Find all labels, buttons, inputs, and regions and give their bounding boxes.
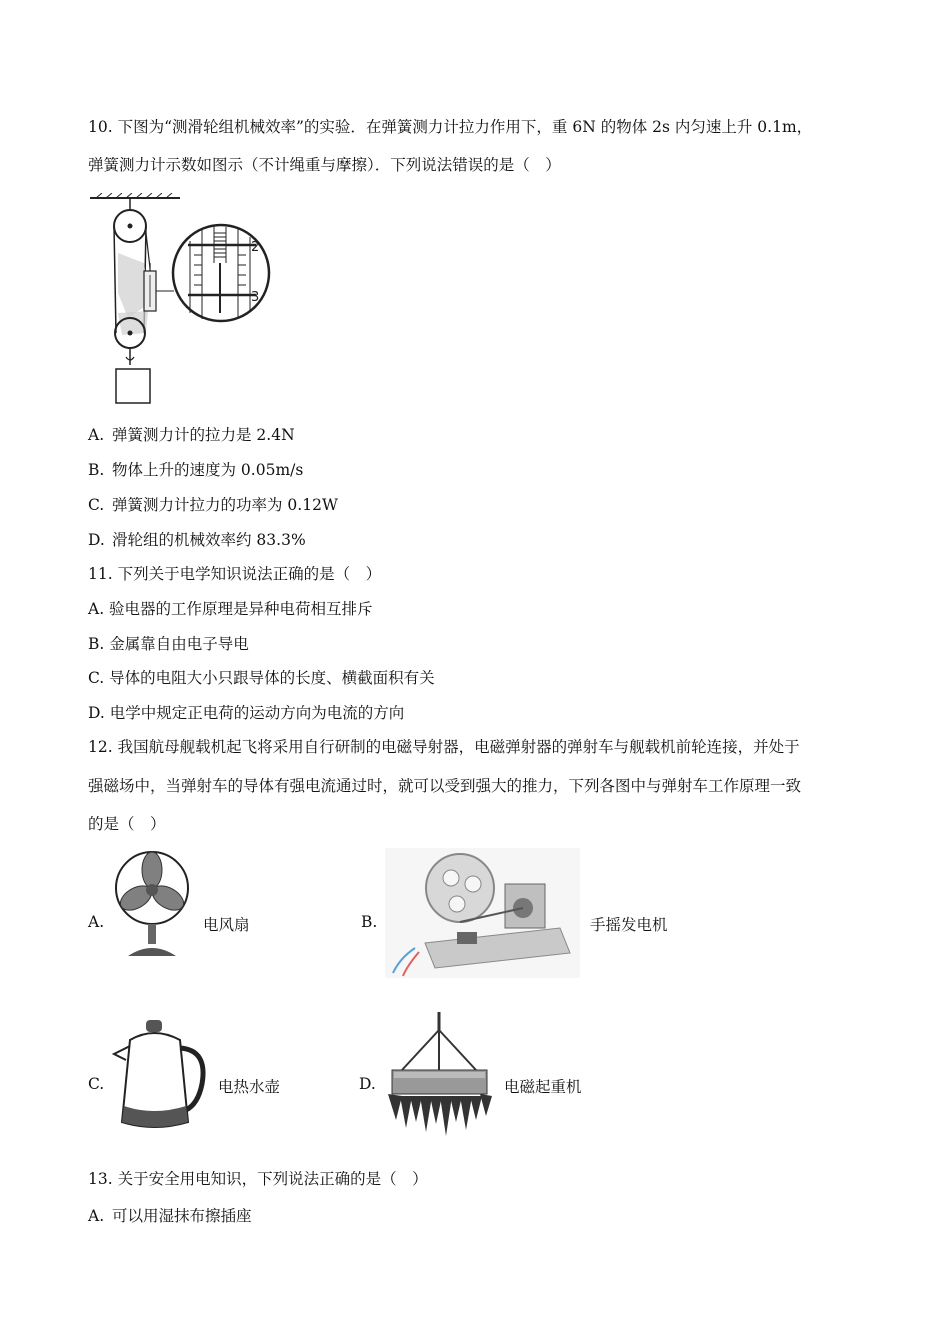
scale-label-2: 2 xyxy=(251,240,260,255)
q11-option-d: D. 电学中规定正电荷的运动方向为电流的方向 xyxy=(88,704,405,722)
q10-option-b: B. 物体上升的速度为 0.05m/s xyxy=(88,461,304,479)
q10-option-d: D. 滑轮组的机械效率约 83.3% xyxy=(88,531,306,549)
q12-stem-line1: 12. 我国航母舰载机起飞将采用自行研制的电磁导射器，电磁弹射器的弹射车与舰载机前轮连接，并处于 xyxy=(88,738,800,756)
electromagnetic-crane-image xyxy=(382,1012,497,1142)
q10-option-a: A. 弹簧测力计的拉力是 2.4N xyxy=(88,426,295,444)
electric-fan-image xyxy=(112,848,194,960)
q12-stem-line2: 强磁场中，当弹射车的导体有强电流通过时，就可以受到强大的推力，下列各图中与弹射车工作原理一致 xyxy=(88,777,802,795)
electric-kettle-image xyxy=(110,1018,215,1140)
q12-option-b-label: B. xyxy=(361,913,378,931)
q11-option-a: A. 验电器的工作原理是异种电荷相互排斥 xyxy=(88,600,373,618)
q10-stem-line1: 10. 下图为“测滑轮组机械效率”的实验．在弹簧测力计拉力作用下，重 6N 的物体 2s 内匀速上升 0.1m， xyxy=(88,118,813,136)
weight-block xyxy=(116,369,150,403)
q10-stem-line2: 弹簧测力计示数如图示（不计绳重与摩擦）．下列说法错误的是（ ） xyxy=(88,156,561,174)
q13-option-a: A. 可以用湿抹布擦插座 xyxy=(88,1207,252,1225)
q12-option-c-label: C. xyxy=(88,1075,105,1093)
pulley-system-figure xyxy=(88,193,278,408)
q12-stem-line3: 的是（ ） xyxy=(88,815,166,833)
scale-label-3: 3 xyxy=(251,290,260,305)
q13-stem: 13. 关于安全用电知识，下列说法正确的是（ ） xyxy=(88,1170,428,1188)
q11-stem: 11. 下列关于电学知识说法正确的是（ ） xyxy=(88,565,382,583)
q12-option-a-text: 电风扇 xyxy=(203,916,250,934)
hand-generator-image xyxy=(385,848,580,978)
q10-option-c: C. 弹簧测力计拉力的功率为 0.12W xyxy=(88,496,338,514)
q12-option-b-text: 手摇发电机 xyxy=(590,916,668,934)
q12-option-d-label: D. xyxy=(359,1075,376,1093)
q12-option-d-text: 电磁起重机 xyxy=(504,1078,582,1096)
q11-option-c: C. 导体的电阻大小只跟导体的长度、横截面积有关 xyxy=(88,669,435,687)
q11-option-b: B. 金属靠自由电子导电 xyxy=(88,635,249,653)
q12-option-c-text: 电热水壶 xyxy=(218,1078,281,1096)
q12-option-a-label: A. xyxy=(88,913,105,931)
